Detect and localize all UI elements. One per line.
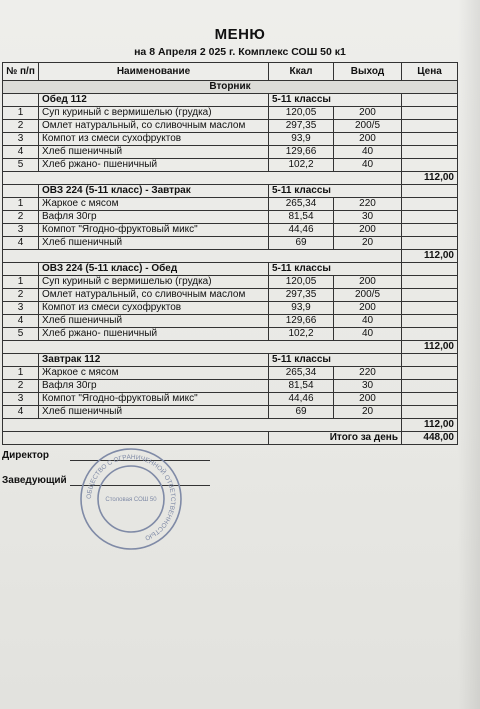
item-price xyxy=(402,146,458,159)
section-blank-cell xyxy=(402,263,458,276)
item-number: 2 xyxy=(3,289,39,302)
manager-label: Заведующий xyxy=(2,475,67,486)
table-row xyxy=(3,146,458,159)
section-header-row xyxy=(3,185,458,198)
section-blank-cell xyxy=(3,354,39,367)
item-kcal: 120,05 xyxy=(269,276,334,289)
item-number: 1 xyxy=(3,198,39,211)
item-name: Компот "Ягодно-фруктовый микс" xyxy=(39,224,269,237)
item-name: Хлеб ржано- пшеничный xyxy=(39,159,269,172)
section-total-row xyxy=(3,172,458,185)
item-name: Компот "Ягодно-фруктовый микс" xyxy=(39,393,269,406)
section-blank-cell xyxy=(3,94,39,107)
section-blank-cell xyxy=(3,185,39,198)
item-number: 5 xyxy=(3,328,39,341)
item-number: 3 xyxy=(3,133,39,146)
table-row xyxy=(3,315,458,328)
item-output: 20 xyxy=(334,237,402,250)
item-name: Суп куриный с вермишелью (грудка) xyxy=(39,276,269,289)
section-blank-cell xyxy=(402,354,458,367)
director-label: Директор xyxy=(2,450,49,461)
table-row xyxy=(3,237,458,250)
item-number: 1 xyxy=(3,367,39,380)
column-header: Наименование xyxy=(39,63,269,81)
item-kcal: 297,35 xyxy=(269,120,334,133)
table-row xyxy=(3,289,458,302)
item-kcal: 129,66 xyxy=(269,315,334,328)
item-name: Омлет натуральный, со сливочным маслом xyxy=(39,120,269,133)
item-name: Хлеб пшеничный xyxy=(39,146,269,159)
item-name: Жаркое с мясом xyxy=(39,367,269,380)
item-price xyxy=(402,302,458,315)
item-output: 200/5 xyxy=(334,120,402,133)
item-output: 20 xyxy=(334,406,402,419)
section-total-row xyxy=(3,419,458,432)
item-price xyxy=(402,198,458,211)
table-row xyxy=(3,211,458,224)
page-edge-shadow xyxy=(458,0,480,709)
item-name: Хлеб пшеничный xyxy=(39,315,269,328)
table-row xyxy=(3,198,458,211)
section-header-row xyxy=(3,263,458,276)
section-grade: 5-11 классы xyxy=(269,354,402,367)
table-row xyxy=(3,393,458,406)
item-number: 1 xyxy=(3,107,39,120)
item-output: 220 xyxy=(334,367,402,380)
table-row xyxy=(3,276,458,289)
item-number: 3 xyxy=(3,393,39,406)
item-name: Хлеб ржано- пшеничный xyxy=(39,328,269,341)
item-kcal: 69 xyxy=(269,406,334,419)
section-total: 112,00 xyxy=(402,172,458,185)
column-header: № п/п xyxy=(3,63,39,81)
section-total: 112,00 xyxy=(402,250,458,263)
item-kcal: 297,35 xyxy=(269,289,334,302)
item-output: 40 xyxy=(334,159,402,172)
item-number: 4 xyxy=(3,406,39,419)
item-price xyxy=(402,380,458,393)
day-row xyxy=(3,81,458,94)
section-name: Завтрак 112 xyxy=(39,354,269,367)
section-total-spacer xyxy=(3,250,402,263)
item-price xyxy=(402,159,458,172)
item-output: 200 xyxy=(334,276,402,289)
item-output: 200 xyxy=(334,302,402,315)
item-kcal: 265,34 xyxy=(269,367,334,380)
item-kcal: 93,9 xyxy=(269,133,334,146)
item-kcal: 120,05 xyxy=(269,107,334,120)
item-price xyxy=(402,406,458,419)
section-header-row xyxy=(3,94,458,107)
item-price xyxy=(402,276,458,289)
item-output: 30 xyxy=(334,211,402,224)
item-number: 5 xyxy=(3,159,39,172)
item-kcal: 93,9 xyxy=(269,302,334,315)
table-row xyxy=(3,107,458,120)
item-kcal: 81,54 xyxy=(269,380,334,393)
item-name: Компот из смеси сухофруктов xyxy=(39,302,269,315)
item-number: 3 xyxy=(3,302,39,315)
table-row xyxy=(3,406,458,419)
item-name: Омлет натуральный, со сливочным маслом xyxy=(39,289,269,302)
item-price xyxy=(402,393,458,406)
section-name: ОВЗ 224 (5-11 класс) - Завтрак xyxy=(39,185,269,198)
table-row xyxy=(3,133,458,146)
table-row xyxy=(3,120,458,133)
item-price xyxy=(402,315,458,328)
item-output: 40 xyxy=(334,328,402,341)
item-name: Вафля 30гр xyxy=(39,211,269,224)
column-header: Ккал xyxy=(269,63,334,81)
item-output: 200 xyxy=(334,107,402,120)
section-blank-cell xyxy=(402,185,458,198)
day-total-label: Итого за день xyxy=(269,432,402,445)
item-output: 200/5 xyxy=(334,289,402,302)
day-total: 448,00 xyxy=(402,432,458,445)
section-name: Обед 112 xyxy=(39,94,269,107)
day-total-row xyxy=(3,432,458,445)
table-row xyxy=(3,380,458,393)
section-total-spacer xyxy=(3,419,402,432)
item-name: Компот из смеси сухофруктов xyxy=(39,133,269,146)
item-name: Вафля 30гр xyxy=(39,380,269,393)
item-name: Хлеб пшеничный xyxy=(39,406,269,419)
menu-body xyxy=(3,81,458,445)
item-output: 200 xyxy=(334,133,402,146)
section-total-spacer xyxy=(3,341,402,354)
item-number: 3 xyxy=(3,224,39,237)
table-row xyxy=(3,367,458,380)
page-subtitle: на 8 Апреля 2 025 г. Комплекс СОШ 50 к1 xyxy=(134,46,346,58)
item-number: 4 xyxy=(3,146,39,159)
item-price xyxy=(402,367,458,380)
item-name: Хлеб пшеничный xyxy=(39,237,269,250)
section-grade: 5-11 классы xyxy=(269,263,402,276)
item-number: 4 xyxy=(3,237,39,250)
item-price xyxy=(402,237,458,250)
item-output: 220 xyxy=(334,198,402,211)
round-stamp xyxy=(78,445,184,553)
section-total-row xyxy=(3,250,458,263)
day-total-spacer xyxy=(3,432,269,445)
item-output: 30 xyxy=(334,380,402,393)
table-row xyxy=(3,159,458,172)
item-kcal: 102,2 xyxy=(269,159,334,172)
section-blank-cell xyxy=(402,94,458,107)
page-title: МЕНЮ xyxy=(214,26,266,43)
item-kcal: 81,54 xyxy=(269,211,334,224)
table-header-row xyxy=(3,63,458,81)
item-kcal: 265,34 xyxy=(269,198,334,211)
column-header: Выход xyxy=(334,63,402,81)
menu-table xyxy=(2,62,458,445)
item-number: 1 xyxy=(3,276,39,289)
section-grade: 5-11 классы xyxy=(269,185,402,198)
section-header-row xyxy=(3,354,458,367)
item-kcal: 44,46 xyxy=(269,224,334,237)
item-number: 2 xyxy=(3,380,39,393)
item-output: 200 xyxy=(334,224,402,237)
item-price xyxy=(402,224,458,237)
item-price xyxy=(402,107,458,120)
table-row xyxy=(3,328,458,341)
table-row xyxy=(3,302,458,315)
item-number: 4 xyxy=(3,315,39,328)
section-total-spacer xyxy=(3,172,402,185)
item-output: 200 xyxy=(334,393,402,406)
stamp-ring-text: ОБЩЕСТВО С ОГРАНИЧЕННОЙ ОТВЕТСТВЕННОСТЬЮ xyxy=(85,453,177,542)
item-name: Суп куриный с вермишелью (грудка) xyxy=(39,107,269,120)
item-price xyxy=(402,289,458,302)
column-header: Цена xyxy=(402,63,458,81)
item-kcal: 69 xyxy=(269,237,334,250)
section-total-row xyxy=(3,341,458,354)
section-blank-cell xyxy=(3,263,39,276)
item-number: 2 xyxy=(3,211,39,224)
item-kcal: 102,2 xyxy=(269,328,334,341)
item-output: 40 xyxy=(334,146,402,159)
item-price xyxy=(402,120,458,133)
item-price xyxy=(402,133,458,146)
section-total: 112,00 xyxy=(402,419,458,432)
section-total: 112,00 xyxy=(402,341,458,354)
item-number: 2 xyxy=(3,120,39,133)
table-row xyxy=(3,224,458,237)
section-name: ОВЗ 224 (5-11 класс) - Обед xyxy=(39,263,269,276)
item-price xyxy=(402,211,458,224)
item-kcal: 129,66 xyxy=(269,146,334,159)
day-label: Вторник xyxy=(3,81,458,94)
item-kcal: 44,46 xyxy=(269,393,334,406)
stamp-center-text: Столовая СОШ 50 xyxy=(105,497,157,503)
item-price xyxy=(402,328,458,341)
section-grade: 5-11 классы xyxy=(269,94,402,107)
item-output: 40 xyxy=(334,315,402,328)
item-name: Жаркое с мясом xyxy=(39,198,269,211)
